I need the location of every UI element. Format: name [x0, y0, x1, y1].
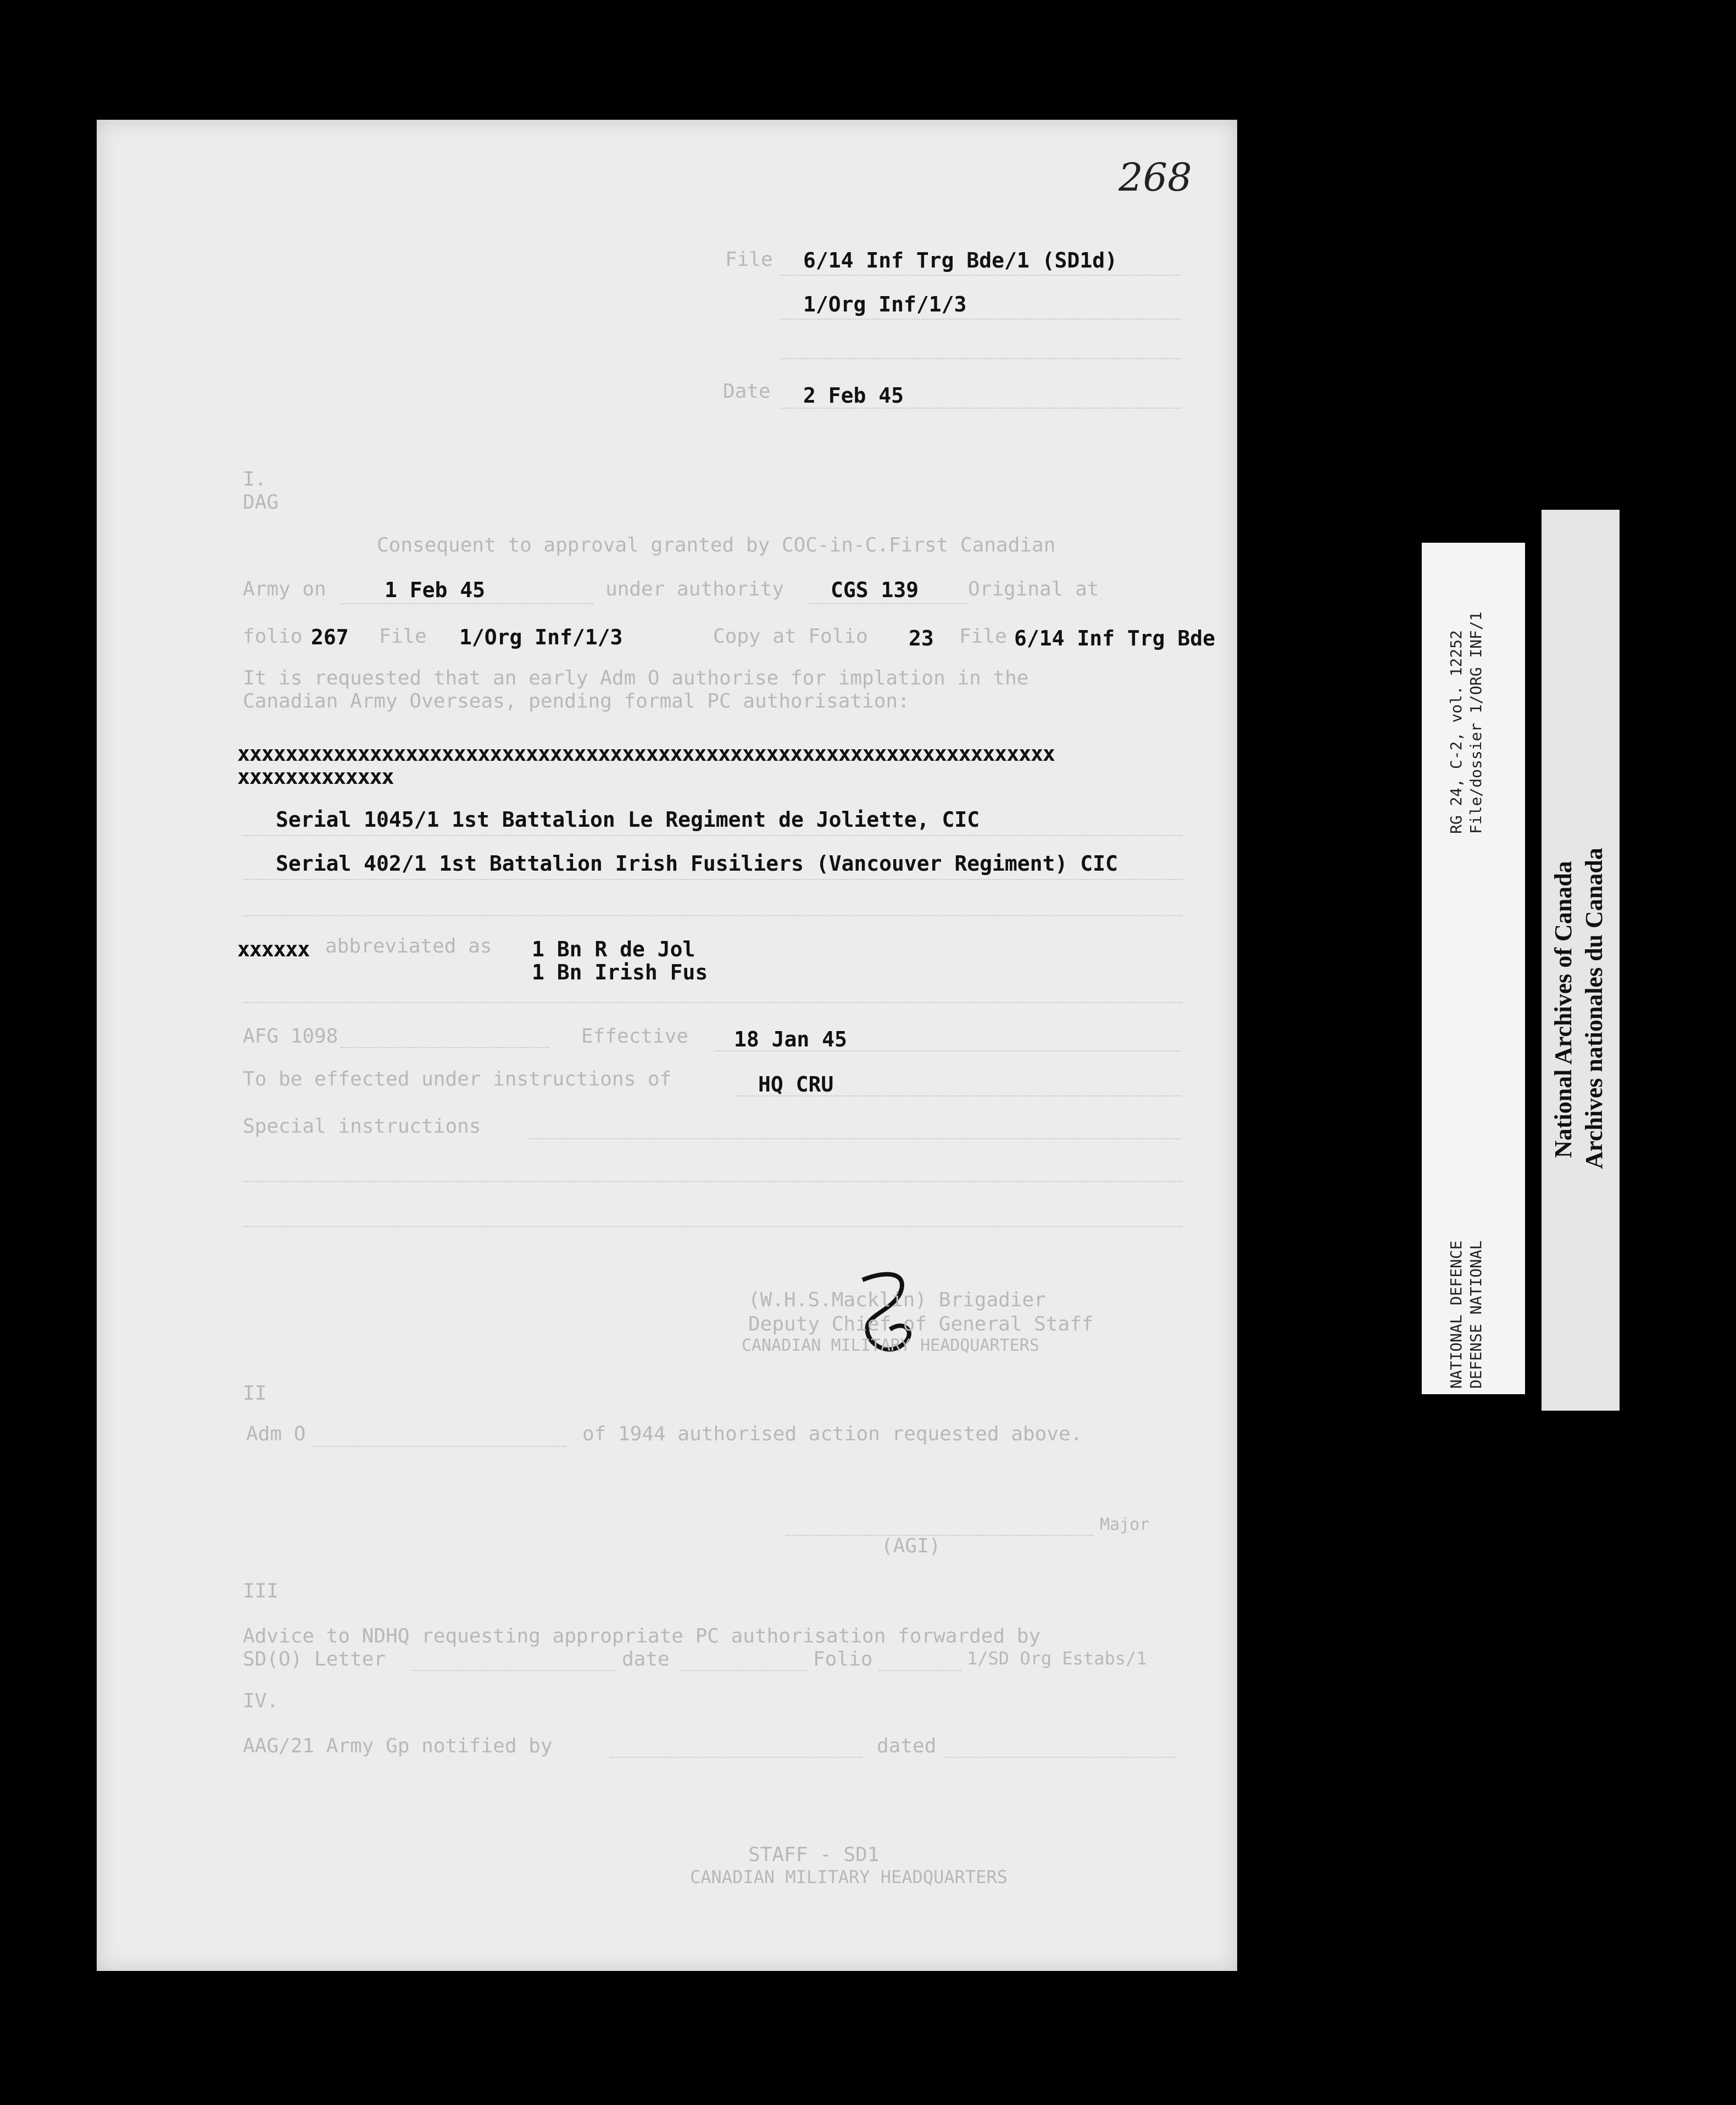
- folio-label: folio: [243, 625, 303, 648]
- agi-label: (AGI): [881, 1535, 941, 1557]
- special-instructions-label: Special instructions: [243, 1115, 481, 1138]
- footer-line-2: CANADIAN MILITARY HEADQUARTERS: [690, 1867, 1008, 1887]
- stamp1-line1: RG 24, C-2, vol. 12252: [1447, 630, 1465, 834]
- original-label: Original at: [968, 578, 1099, 600]
- dated-label: dated: [877, 1735, 937, 1757]
- date-label: Date: [723, 380, 771, 403]
- folio-value: 267: [311, 625, 349, 649]
- serial-1: Serial 1045/1 1st Battalion Le Regiment de Joliette, CIC: [276, 808, 980, 832]
- footer-line-1: STAFF - SD1: [748, 1844, 880, 1866]
- section-IV: IV.: [243, 1690, 279, 1712]
- org-reference: 1/SD Org Estabs/1: [967, 1648, 1147, 1669]
- abbrev-label: abbreviated as: [325, 935, 492, 957]
- paragraph-line-1: Consequent to approval granted by COC-in-C.First Canadian: [377, 534, 1056, 556]
- copy-folio: 23: [909, 626, 934, 650]
- struck-short: xxxxxx: [237, 937, 310, 961]
- struck-line-1: xxxxxxxxxxxxxxxxxxxxxxxxxxxxxxxxxxxxxxxxxxxxxxxxxxxxxxxxxxxxxxxxxxxx: [237, 742, 1055, 766]
- struck-line-2: xxxxxxxxxxxxx: [237, 765, 394, 789]
- signature-line-1: (W.H.S.Macklin) Brigadier: [748, 1289, 1046, 1311]
- major-label: Major: [1100, 1515, 1150, 1534]
- sd-letter-label: SD(O) Letter: [243, 1648, 386, 1670]
- copy-label: Copy at Folio: [713, 625, 868, 648]
- archive-reference-label: [1422, 543, 1525, 1394]
- effective-value: 18 Jan 45: [734, 1027, 847, 1051]
- section-II: II: [243, 1382, 267, 1405]
- request-line-1: It is requested that an early Adm O authorise for implation in the: [243, 667, 1029, 689]
- folio-small-label: Folio: [813, 1648, 873, 1670]
- advice-line-1: Advice to NDHQ requesting appropriate PC authorisation forwarded by: [243, 1625, 1041, 1647]
- stamp1-line2: File/dossier 1/ORG INF/1: [1467, 611, 1485, 834]
- file-number-2: 1/Org Inf/1/3: [803, 292, 967, 316]
- file-label-2: File: [379, 625, 427, 648]
- army-on-value: 1 Feb 45: [385, 578, 486, 602]
- instructions-value: HQ CRU: [758, 1072, 834, 1096]
- national-archives-label: [1542, 510, 1620, 1411]
- section-III: III: [243, 1580, 279, 1602]
- effective-label: Effective: [581, 1025, 689, 1048]
- file-value-3: 6/14 Inf Trg Bde: [1014, 626, 1216, 650]
- authority-value: CGS 139: [831, 578, 919, 602]
- addressee: DAG: [243, 491, 279, 514]
- afg-label: AFG 1098: [243, 1025, 338, 1048]
- serial-2: Serial 402/1 1st Battalion Irish Fusiliers (Vancouver Regiment) CIC: [276, 851, 1118, 876]
- signature-line-2: Deputy Chief of General Staff: [748, 1313, 1094, 1335]
- signature-line-3: CANADIAN MILITARY HEADQUARTERS: [742, 1336, 1039, 1355]
- request-line-2: Canadian Army Overseas, pending formal PC authorisation:: [243, 690, 910, 712]
- authority-label: under authority: [605, 578, 784, 600]
- army-on-label: Army on: [243, 578, 326, 600]
- abbrev-1: 1 Bn R de Jol: [532, 937, 695, 961]
- aag-text: AAG/21 Army Gp notified by: [243, 1735, 553, 1757]
- stamp2-line2: Archives nationales du Canada: [1581, 848, 1607, 1169]
- stamp1-line3: NATIONAL DEFENCE: [1447, 1240, 1465, 1389]
- instructions-label: To be effected under instructions of: [243, 1068, 672, 1090]
- abbrev-2: 1 Bn Irish Fus: [532, 960, 708, 984]
- stamp1-line4: DEFENSE NATIONAL: [1467, 1240, 1485, 1389]
- file-label: File: [725, 248, 773, 271]
- adm-o-label: Adm O: [246, 1423, 306, 1445]
- stamp2-line1: National Archives of Canada: [1550, 861, 1577, 1158]
- page-number: 268: [1119, 155, 1192, 200]
- file-label-3: File: [959, 625, 1007, 648]
- file-number-1: 6/14 Inf Trg Bde/1 (SD1d): [803, 248, 1117, 272]
- date-small-label: date: [622, 1648, 670, 1670]
- adm-o-text: of 1944 authorised action requested above.: [582, 1423, 1083, 1445]
- date-value: 2 Feb 45: [803, 383, 904, 408]
- file-value-2: 1/Org Inf/1/3: [459, 625, 623, 649]
- section-I: I.: [243, 468, 267, 491]
